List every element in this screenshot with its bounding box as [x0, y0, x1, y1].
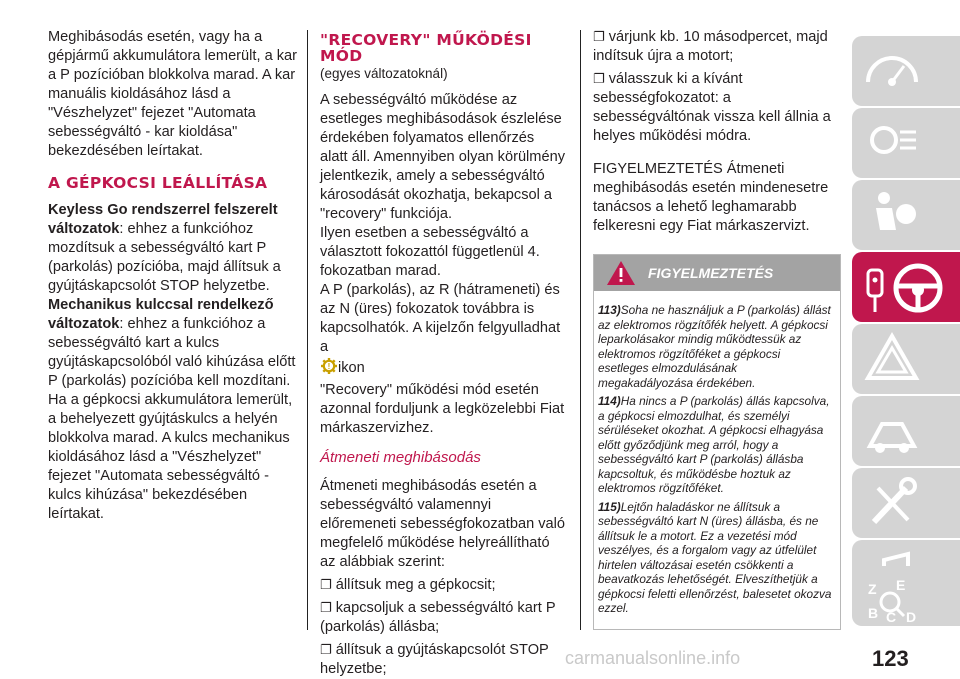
- recovery-subtitle: (egyes változatoknál): [320, 66, 448, 81]
- svg-text:B: B: [868, 605, 879, 621]
- tab-dashboard[interactable]: [852, 36, 960, 106]
- dashboard-icon: [862, 42, 922, 100]
- icon-word: ikon: [338, 360, 365, 376]
- keyless-label: Keyless Go rendszerrel felszerelt változatok: [48, 202, 278, 237]
- step-item: [593, 70, 838, 146]
- warning-triangle-icon: [606, 260, 636, 286]
- intro-paragraph: Meghibásodás esetén, vagy ha a gépjármű akkumulátora lemerült, a kar a P pozícióban blokkolva marad. A kar manuális kioldásához lásd a "Vészhelyzet" fejezet "Automata sebességváltó - kar kioldása" bekezdésében leírtakat.: [48, 29, 298, 159]
- step-item: [593, 28, 838, 66]
- column-divider: [580, 30, 581, 630]
- keyless-text: : ehhez a funkcióhoz mozdítsuk a sebességváltó kart P (parkolás) pozícióba, majd állítsuk a gyújtáskapcsolót STOP helyzetbe.: [48, 221, 281, 294]
- mechanical-key-paragraph: [48, 296, 298, 524]
- tools-icon: [862, 474, 922, 532]
- tab-breakdown[interactable]: [852, 396, 960, 466]
- mechanical-key-text: : ehhez a funkcióhoz a sebességváltó kart a kulcs gyújtáskapcsolóból való kihúzása előtt P (parkolás) pozícióba kell mozdítani. Ha a gépkocsi akkumulátora lemerült, a behelyezett gyújtáskulcs a helyén blokkolva marad. A kulcs mechanikus kioldásához lásd a "Vészhelyzet" fejezet "Automata sebességváltó - kulcs kihúzása" bekezdésében leírtakat.: [48, 316, 296, 522]
- warning-box: [593, 254, 841, 630]
- recovery-paragraph-1: A sebességváltó működése az esetleges meghibásodások észlelése érdekében folyamatos ellenőrzés alatt áll. Amennyiben olyan körülmény jelentkezik, amely a sebességváltó károsodását okozhatja, bekapcsol a "recovery" funkciója.: [320, 92, 565, 222]
- checkbox-icon: ❐: [320, 578, 332, 593]
- step-item: [320, 599, 565, 637]
- step-text: kapcsoljuk a sebességváltó kart P (parkolás) állásba;: [320, 600, 556, 635]
- temporary-fault-paragraph: Átmeneti meghibásodás esetén a sebességváltó valamennyi előremeneti sebességfokozatban való megfelelő működése helyreállítható az alábbiak szerint:: [320, 478, 566, 570]
- checkbox-icon: ❐: [593, 72, 605, 87]
- svg-text:C: C: [886, 609, 897, 625]
- checkbox-icon: ❐: [320, 601, 332, 616]
- page-number: 123: [872, 646, 909, 671]
- warning-item-text: Soha ne használjuk a P (parkolás) állást az elektromos rögzítőfék helyett. A gépkocsi leparkolásakor mindig működtessük az elektromos rögzítőféket a gépkocsi esetleges elmozdulásának megakadályozása érdekében.: [598, 303, 831, 390]
- svg-text:D: D: [906, 609, 917, 625]
- column-divider: [307, 30, 308, 630]
- warning-item-number: 115): [598, 499, 621, 514]
- warning-item: [598, 303, 834, 390]
- svg-text:E: E: [896, 577, 906, 593]
- warning-item-text: Lejtőn haladáskor ne állítsuk a sebességváltó kart N (üres) állásba, és ne állítsuk le a motort. Ez a vezetési mód veszélyes, és a forgalom vagy az útfelület hirtelen változásai esetén csökkenti a beavatkozás lehetőségét. Elveszíthetjük a gépkocsi feletti ellenőrzést, balesetet okozva ezzel.: [598, 499, 832, 615]
- step-text: állítsuk meg a gépkocsit;: [335, 577, 496, 593]
- recovery-paragraph-3: [320, 281, 565, 381]
- recovery-paragraph-4: "Recovery" működési mód esetén azonnal forduljunk a legközelebbi Fiat márkaszervizhez.: [320, 382, 565, 436]
- column-1: [48, 28, 298, 524]
- section-title-stopping: A GÉPKOCSI LEÁLLÍTÁSA: [48, 174, 268, 192]
- section-title-recovery: "RECOVERY" MŰKÖDÉSI MÓD: [320, 31, 532, 65]
- breakdown-icon: [862, 402, 922, 460]
- tab-maintenance[interactable]: [852, 468, 960, 538]
- index-icon: [862, 572, 942, 628]
- notice-paragraph: FIGYELMEZTETÉS Átmeneti meghibásodás esetén mindenesetre tanácsos a lehető leghamarabb felkeresni egy Fiat márkaszervizt.: [593, 161, 829, 234]
- recovery-paragraph-3-text: A P (parkolás), az R (hátrameneti) és az N (üres) fokozatok továbbra is kapcsolhatók. A kijelzőn felgyulladhat a: [320, 282, 561, 355]
- warning-item-number: 114): [598, 394, 621, 408]
- step-text: várjunk kb. 10 másodpercet, majd indítsuk újra a motort;: [593, 29, 828, 64]
- warning-triangle-icon: [862, 330, 922, 388]
- tab-lights[interactable]: [852, 108, 960, 178]
- key-steering-wheel-icon: [862, 258, 950, 318]
- checkbox-icon: ❐: [593, 30, 605, 45]
- step-text: válasszuk ki a kívánt sebességfokozatot: a sebességváltónak vissza kell állnia a helyes működési módra.: [593, 71, 831, 144]
- airbag-icon: [862, 186, 922, 244]
- column-2: [320, 28, 565, 679]
- watermark: carmanualsonline.info: [565, 648, 741, 668]
- warning-box-title: FIGYELMEZTETÉS: [648, 265, 774, 281]
- svg-text:Z: Z: [868, 581, 877, 597]
- lights-icon: [862, 114, 922, 172]
- warning-box-header: [594, 255, 840, 291]
- svg-text:!: !: [327, 362, 331, 371]
- step-item: [320, 641, 565, 679]
- warning-item-text: Ha nincs a P (parkolás) állás kapcsolva, a gépkocsi elmozdulhat, és személyi sérüléseket okozhat. A gépkocsi elhagyása előtt győződjünk meg arról, hogy a sebességváltó kart P (parkolás) állásba kapcsoltuk, és működésbe hoztuk az elektromos rögzítőféket.: [598, 394, 830, 495]
- checkbox-icon: ❐: [320, 643, 332, 658]
- warning-box-body: [598, 303, 834, 620]
- warning-item-number: 113): [598, 303, 621, 317]
- step-text: állítsuk a gyújtáskapcsolót STOP helyzetbe;: [320, 642, 549, 677]
- tab-airbag[interactable]: [852, 180, 960, 250]
- column-3: [593, 28, 838, 236]
- step-item: [320, 576, 565, 595]
- warning-item: [598, 394, 834, 496]
- tab-emergency[interactable]: [852, 324, 960, 394]
- recovery-paragraph-2: Ilyen esetben a sebességváltó a választott fokozattól függetlenül 4. fokozatban marad.: [320, 225, 540, 279]
- gear-warning-icon: [320, 357, 338, 381]
- tab-index[interactable]: [852, 566, 960, 626]
- mechanical-key-label: Mechanikus kulccsal rendelkező változatok: [48, 297, 274, 332]
- keyless-paragraph: [48, 201, 298, 296]
- warning-item: [598, 500, 834, 616]
- tab-starting-driving[interactable]: [852, 252, 960, 322]
- sub-heading-temporary-fault: Átmeneti meghibásodás: [320, 449, 481, 466]
